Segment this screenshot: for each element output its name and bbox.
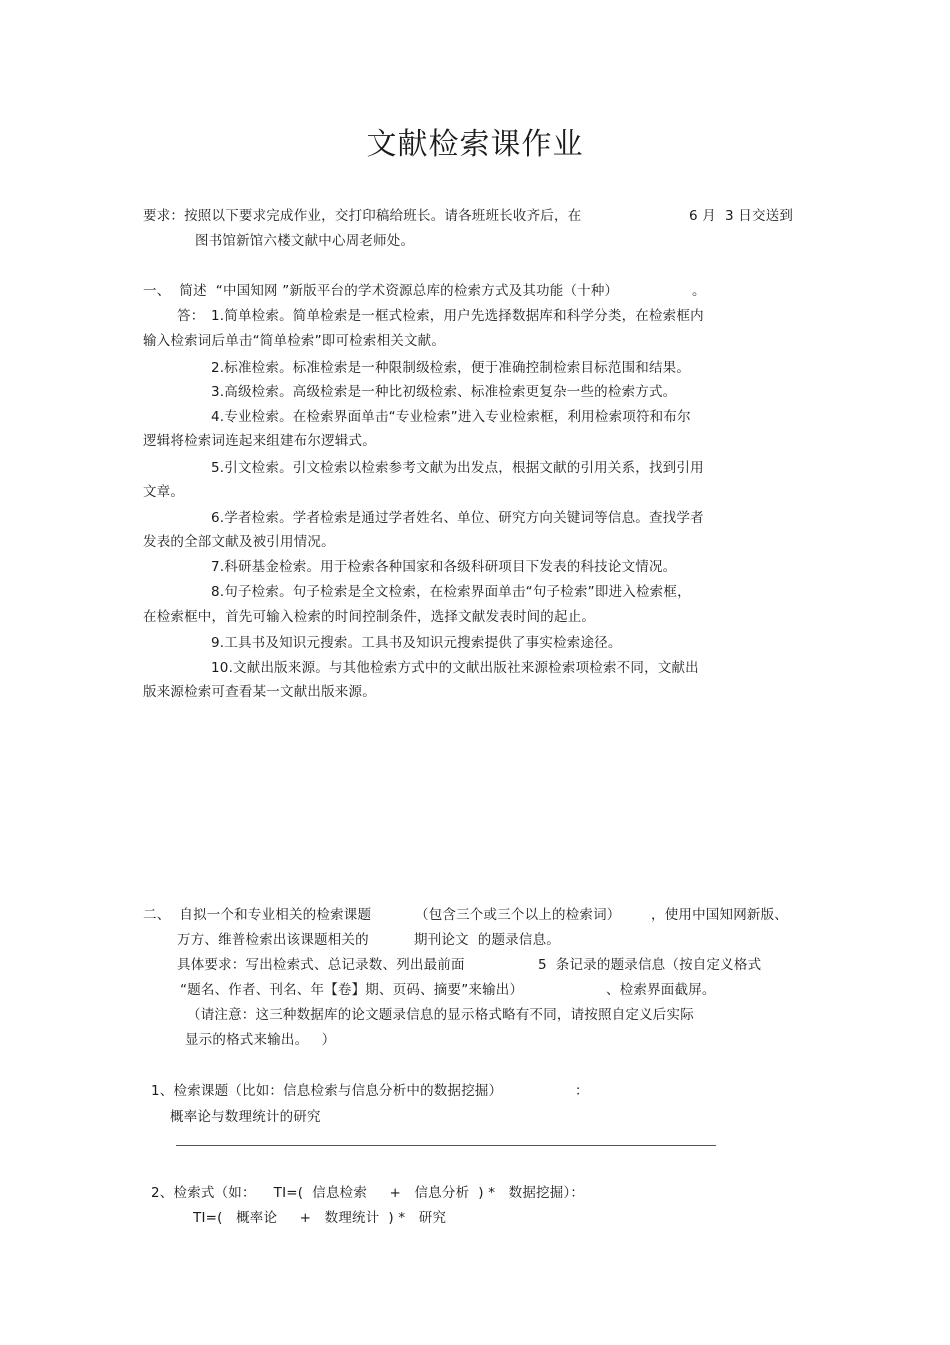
answer-item-6: 6.学者检索。学者检索是通过学者姓名、单位、研究方向关键词等信息。查找学者	[211, 510, 704, 526]
answer-label: 答：	[177, 308, 205, 324]
answer-item-10: 10.文献出版来源。与其他检索方式中的文献出版社来源检索项检索不同，文献出	[211, 660, 699, 676]
answer-item-9: 9.工具书及知识元搜索。工具书及知识元搜索提供了事实检索途径。	[211, 635, 622, 651]
answer-item-5-cont: 文章。	[143, 484, 185, 500]
page-title: 文献检索课作业	[366, 127, 584, 162]
q2-label: 2、检索式（如： TI=( 信息检索 + 信息分析 ) * 数据挖掘）：	[151, 1185, 585, 1201]
answer-item-2: 2.标准检索。标准检索是一种限制级检索，便于准确控制检索目标范围和结果。	[211, 360, 691, 376]
section2-line4: “题名、作者、刊名、年【卷】期、页码、摘要”来输出）	[180, 982, 524, 998]
answer-item-6-cont: 发表的全部文献及被引用情况。	[143, 534, 335, 550]
section2-note: （请注意：这三种数据库的论文题录信息的显示格式略有不同，请按照自定义后实际	[187, 1007, 694, 1023]
section2-line3-end: 5 条记录的题录信息（按自定义格式	[538, 957, 762, 973]
answer-item-4-cont: 逻辑将检索词连起来组建布尔逻辑式。	[143, 433, 376, 449]
section1-question: 一、 简述 “中国知网 ”新版平台的学术资源总库的检索方式及其功能（十种）	[143, 283, 619, 299]
section2-line4-end: 、检索界面截屏。	[606, 982, 716, 998]
section2-line1: 二、 自拟一个和专业相关的检索课题	[143, 907, 372, 923]
answer-item-10-cont: 版来源检索可查看某一文献出版来源。	[143, 684, 376, 700]
answer-item-3: 3.高级检索。高级检索是一种比初级检索、标准检索更复杂一些的检索方式。	[211, 384, 677, 400]
answer-item-1: 1.简单检索。简单检索是一框式检索，用户先选择数据库和科学分类，在检索框内	[211, 308, 704, 324]
answer-item-1-cont: 输入检索词后单击“简单检索”即可检索相关文献。	[143, 333, 446, 349]
section2-line1-end: ，使用中国知网新版、	[651, 907, 788, 923]
requirement-text: 要求：按照以下要求完成作业，交打印稿给班长。请各班班长收齐后，在	[143, 208, 582, 224]
requirement-location: 图书馆新馆六楼文献中心周老师处。	[195, 233, 415, 249]
answer-item-8: 8.句子检索。句子检索是全文检索，在检索界面单击“句子检索”即进入检索框，	[211, 584, 691, 600]
answer-item-8-cont: 在检索框中，首先可输入检索的时间控制条件，选择文献发表时间的起止。	[143, 609, 596, 625]
section2-line1-note: （包含三个或三个以上的检索词）	[415, 907, 621, 923]
q1-label: 1、检索课题（比如：信息检索与信息分析中的数据挖掘）	[151, 1083, 503, 1099]
section1-question-end: 。	[692, 283, 706, 299]
section2-line3: 具体要求：写出检索式、总记录数、列出最前面	[177, 957, 465, 973]
q2-answer: TI=( 概率论 + 数理统计 ) * 研究	[193, 1210, 447, 1226]
q1-colon: ：	[575, 1083, 589, 1099]
requirement-date: 6 月 3 日交送到	[689, 208, 794, 224]
answer-item-5: 5.引文检索。引文检索以检索参考文献为出发点，根据文献的引用关系，找到引用	[211, 460, 704, 476]
section2-line2-end: 期刊论文 的题录信息。	[414, 932, 560, 948]
answer-underline	[176, 1145, 716, 1146]
section2-note-cont: 显示的格式来输出。 ）	[185, 1032, 336, 1048]
q1-answer: 概率论与数理统计的研究	[170, 1109, 321, 1125]
answer-item-4: 4.专业检索。在检索界面单击“专业检索”进入专业检索框，利用检索项符和布尔	[211, 409, 691, 425]
section2-line2: 万方、维普检索出该课题相关的	[177, 932, 369, 948]
answer-item-7: 7.科研基金检索。用于检索各种国家和各级科研项目下发表的科技论文情况。	[211, 559, 677, 575]
